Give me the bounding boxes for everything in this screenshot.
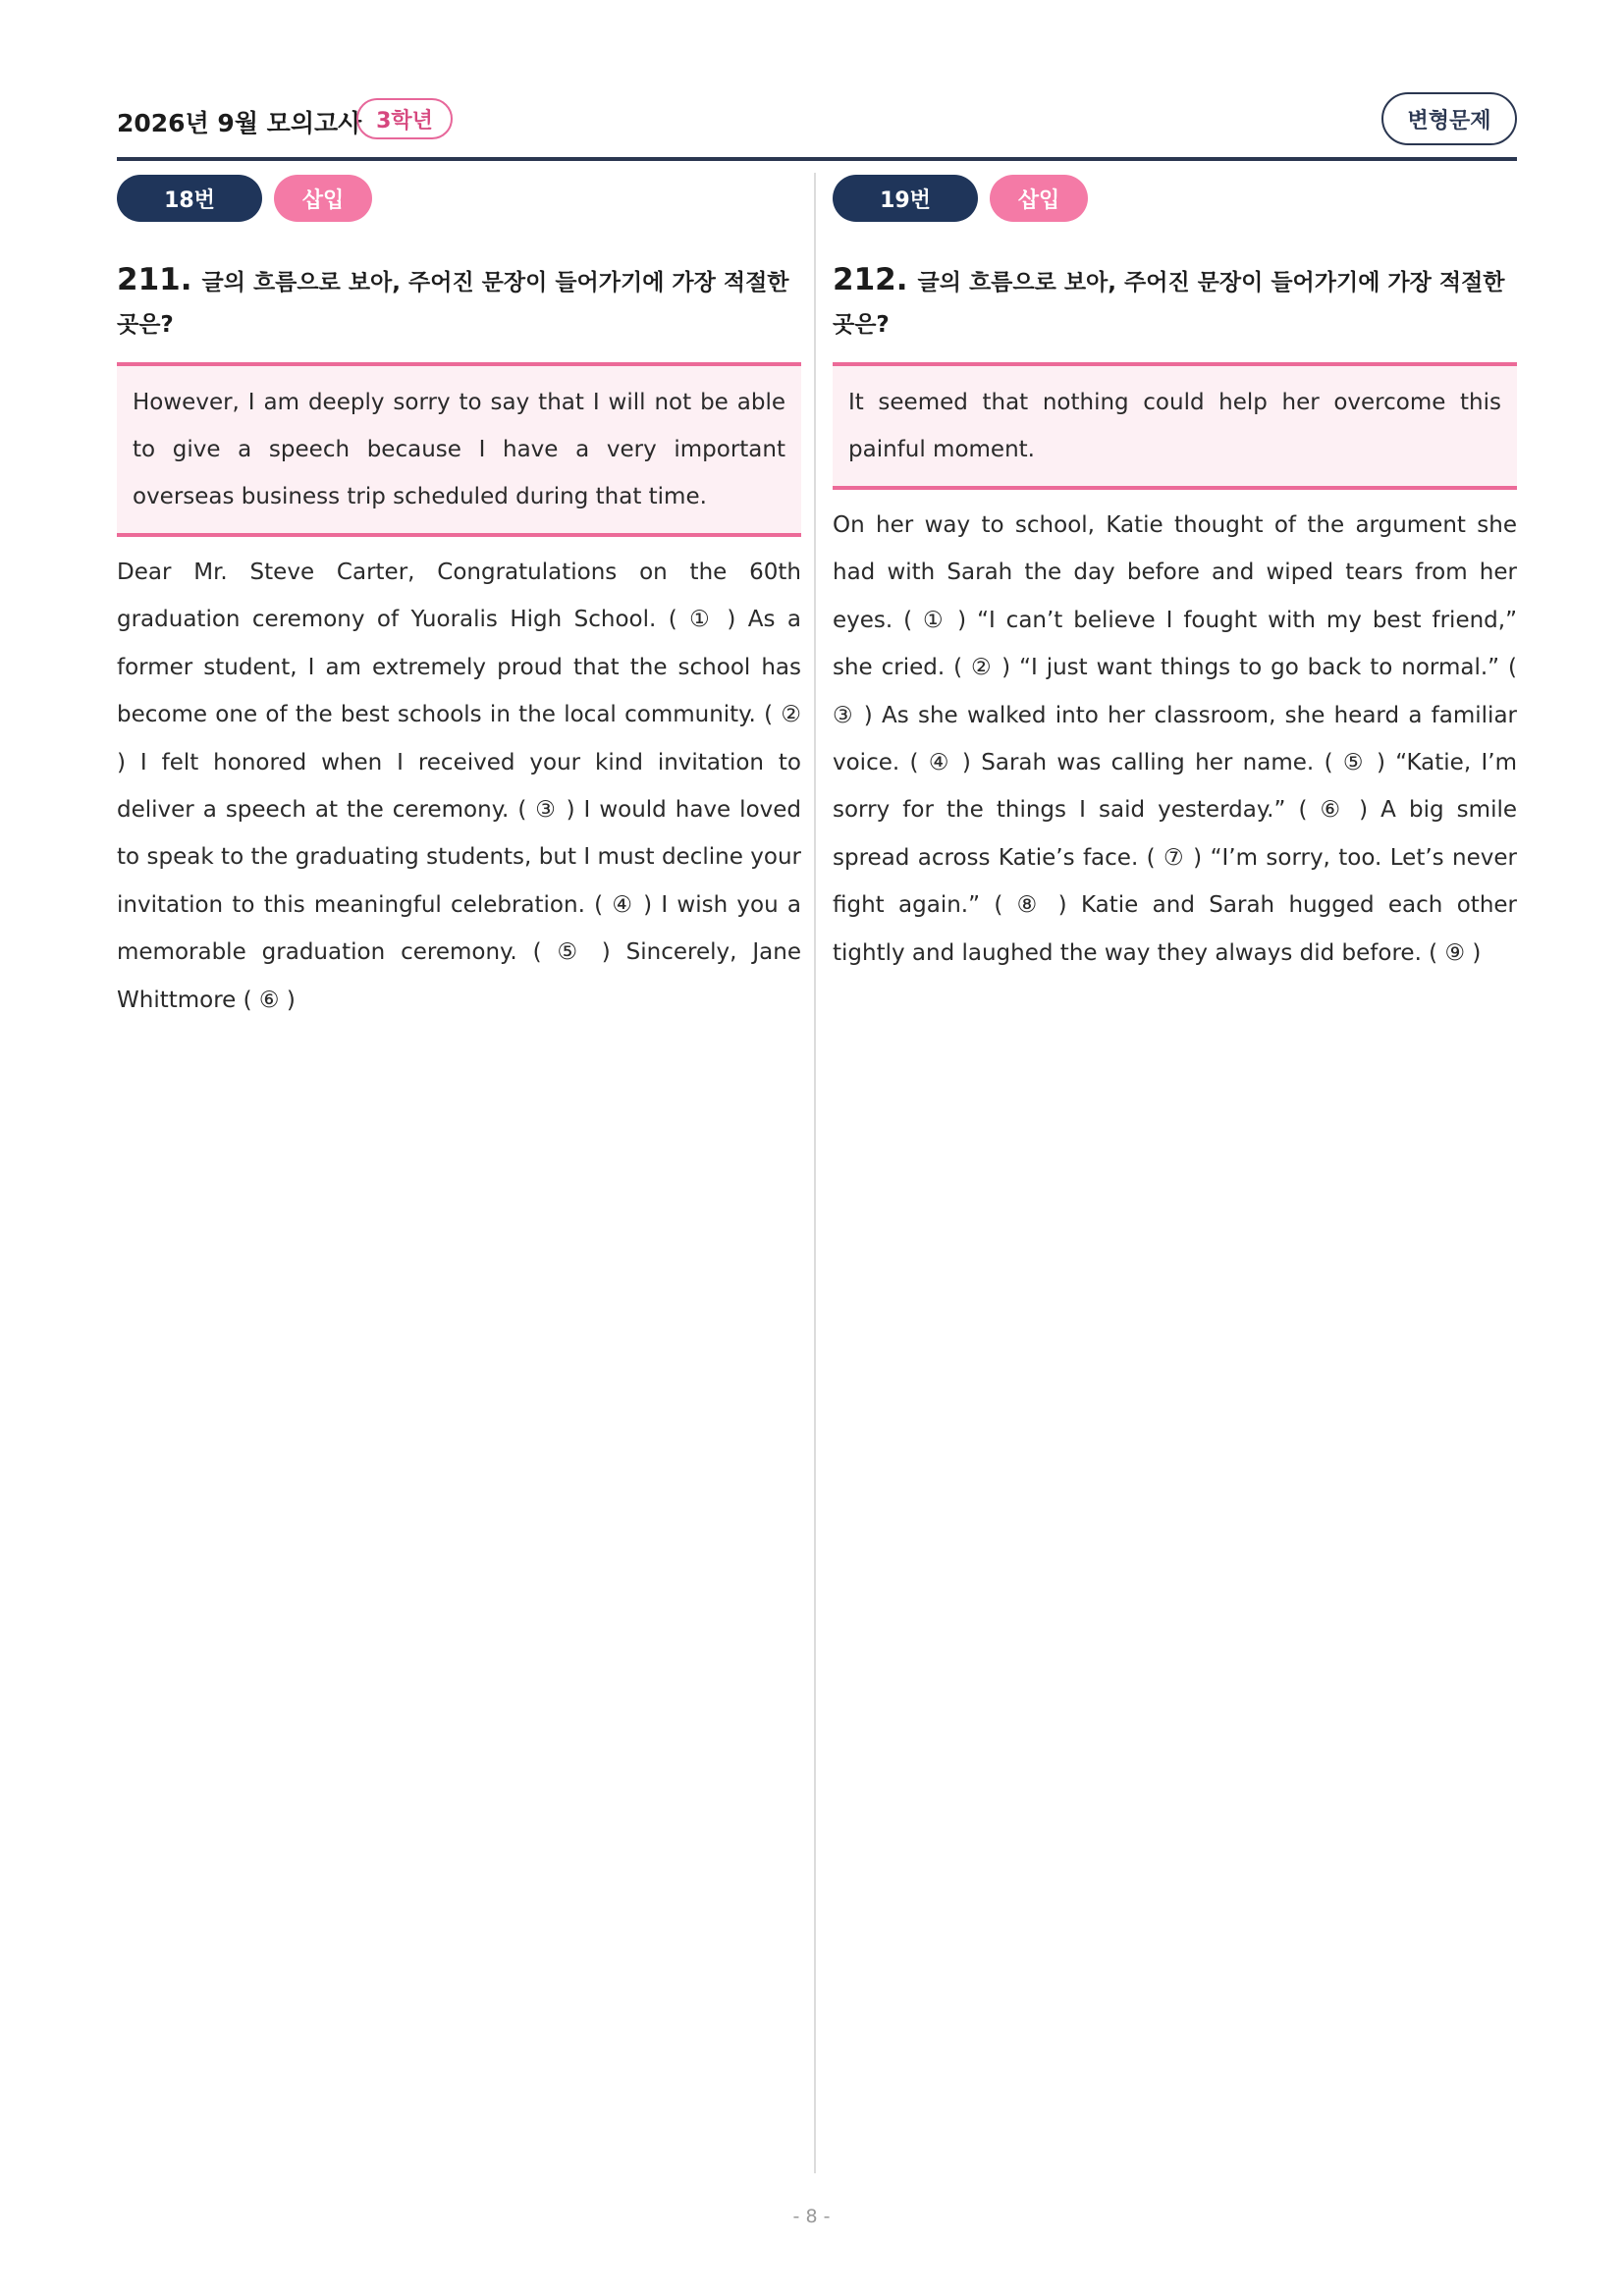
variant-badge: 변형문제 [1381,92,1517,145]
page-header [117,94,1517,161]
given-sentence-box: However, I am deeply sorry to say that I will not be able to give a speech because I have a very important overseas business trip scheduled during that time. [117,362,801,537]
question-number: 211. [117,262,192,297]
question-text: 글의 흐름으로 보아, 주어진 문장이 들어가기에 가장 적절한 곳은? [117,270,789,338]
column-divider [814,173,816,2173]
exam-title: 2026년 9월 모의고사 [117,109,362,137]
question-type-tag: 삽입 [990,175,1088,222]
question-text: 글의 흐름으로 보아, 주어진 문장이 들어가기에 가장 적절한 곳은? [833,270,1505,338]
question-number: 212. [833,262,908,297]
question-tags [117,175,801,222]
source-number-tag: 19번 [833,175,978,222]
passage-text: Dear Mr. Steve Carter, Congratulations on the 60th graduation ceremony of Yuoralis High School. ( ① ) As a former student, I am extremely proud that the school has become one of the best schools in the local community. ( ② ) I felt honored when I received your kind invitation to deliver a speech at the ceremony. ( ③ ) I would have loved to speak to the graduating students, but I must decline your invitation to this meaningful celebration. ( ④ ) I wish you a memorable graduation ceremony. ( ⑤ ) Sincerely, Jane Whittmore ( ⑥ ) [117,560,801,1013]
page-number: - 8 - [792,2206,831,2227]
passage-text: On her way to school, Katie thought of the argument she had with Sarah the day before and wiped tears from her eyes. ( ① ) “I can’t believe I fought with my best friend,” she cried. ( ② ) “I just want things to go back to normal.” ( ③ ) As she walked into her classroom, she heard a familiar voice. ( ④ ) Sarah was calling her name. ( ⑤ ) “Katie, I’m sorry for the things I said yesterday.” ( ⑥ ) A big smile spread across Katie’s face. ( ⑦ ) “I’m sorry, too. Let’s never fight again.” ( ⑧ ) Katie and Sarah hugged each other tightly and laughed the way they always did before. ( ⑨ ) [833,512,1517,966]
question-tags [833,175,1517,222]
question-prompt [117,259,801,347]
question-type-tag: 삽입 [274,175,372,222]
question-prompt [833,259,1517,347]
question-block-211 [117,175,801,1024]
given-sentence-box: It seemed that nothing could help her overcome this painful moment. [833,362,1517,490]
source-number-tag: 18번 [117,175,262,222]
grade-badge: 3학년 [356,98,453,139]
question-block-212 [833,175,1517,977]
